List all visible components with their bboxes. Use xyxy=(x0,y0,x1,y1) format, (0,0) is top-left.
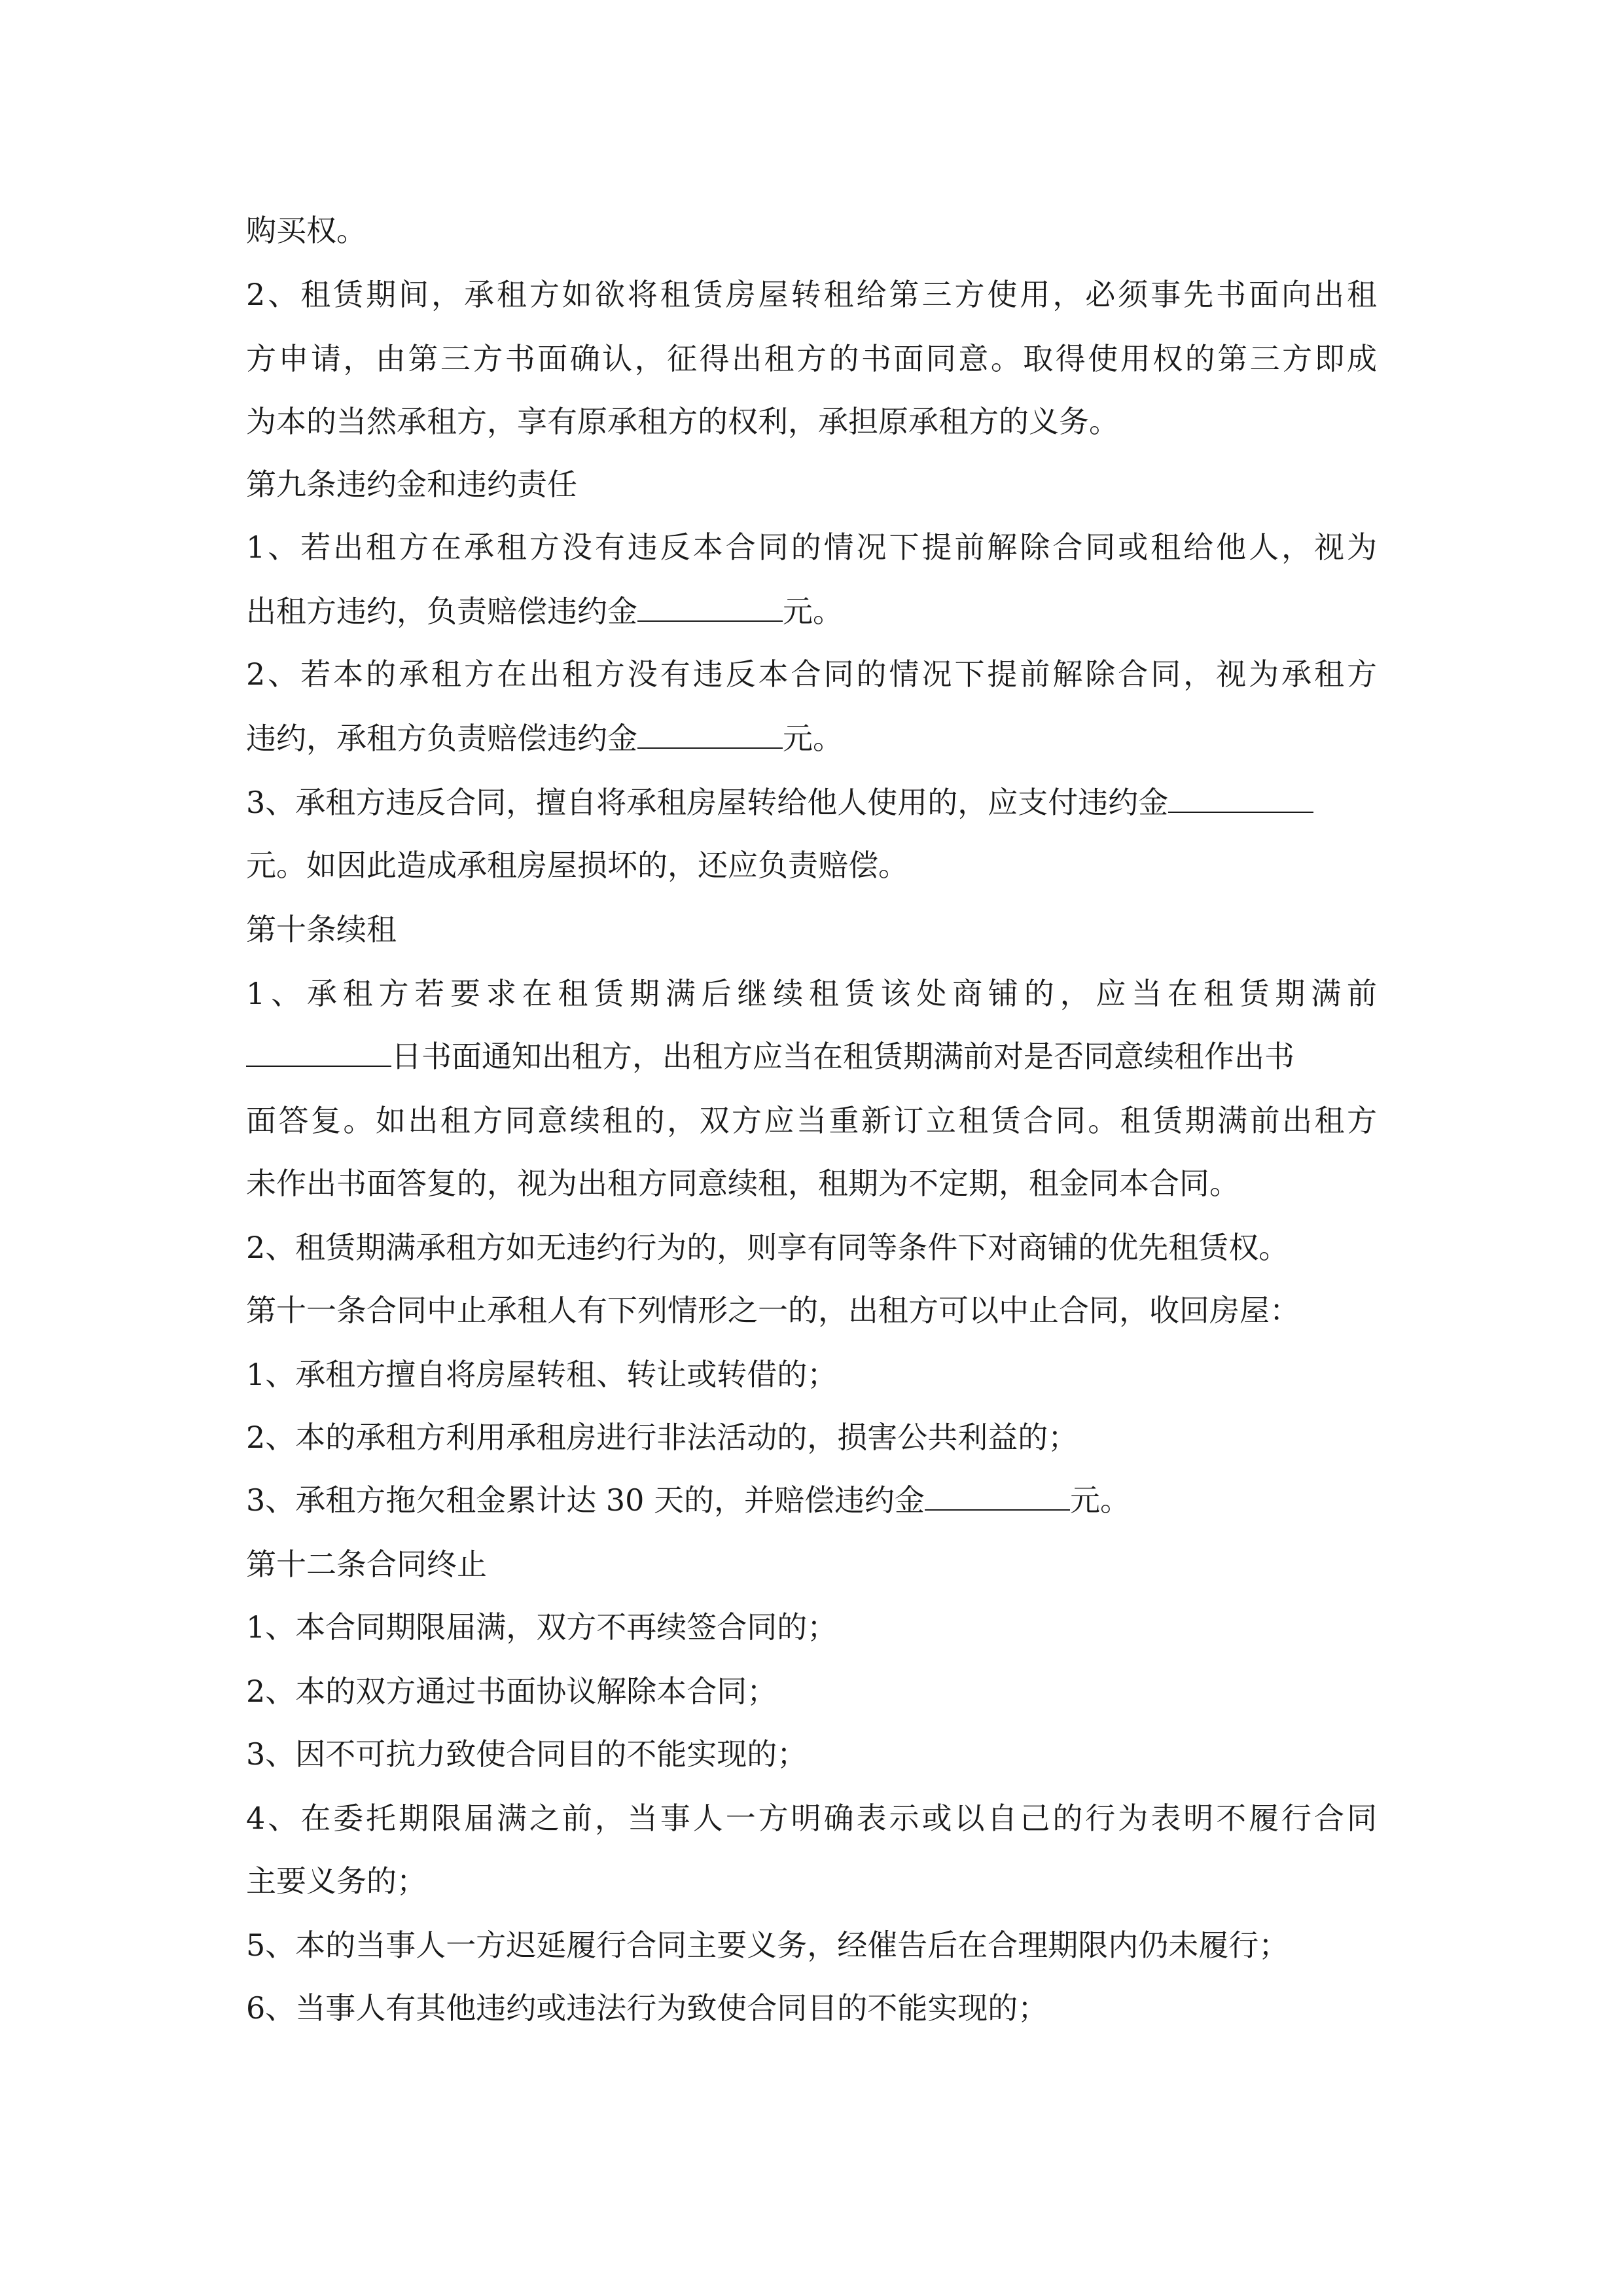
text-line xyxy=(246,1221,1289,1274)
line-text: 购买权。 xyxy=(246,213,366,248)
text-line xyxy=(246,204,366,257)
line-text: 方申请，由第三方书面确认，征得出租方的书面同意。取得使用权的第三方即成 xyxy=(246,341,1377,376)
line-text: 主要义务的； xyxy=(246,1863,427,1899)
text-line xyxy=(246,1411,1078,1463)
text-line xyxy=(246,1855,427,1907)
line-text-after-blank: 元。 xyxy=(783,594,843,629)
line-text: 元。如因此造成承租房屋损坏的，还应负责赔偿。 xyxy=(246,848,908,883)
text-line xyxy=(246,332,1377,385)
text-line xyxy=(246,1665,777,1717)
line-text: 第十条续租 xyxy=(246,912,397,947)
text-line xyxy=(246,1094,1377,1147)
line-text: 第十一条合同中止承租人有下列情形之一的，出租方可以中止合同，收回房屋： xyxy=(246,1293,1300,1328)
text-line xyxy=(246,1474,1130,1526)
line-text: 5、本的当事人一方迟延履行合同主要义务，经催告后在合理期限内仍未履行； xyxy=(246,1928,1289,1963)
text-line xyxy=(246,1728,807,1780)
line-text: 3、承租方违反合同，擅自将承租房屋转给他人使用的，应支付违约金 xyxy=(246,785,1169,820)
section-heading xyxy=(246,1538,487,1590)
line-text: 2、租赁期满承租方如无违约行为的，则享有同等条件下对商铺的优先租赁权。 xyxy=(246,1230,1289,1265)
line-text: 3、因不可抗力致使合同目的不能实现的； xyxy=(246,1736,808,1772)
line-text: 2、若本的承租方在出租方没有违反本合同的情况下提前解除合同，视为承租方 xyxy=(246,656,1377,692)
fill-in-blank xyxy=(1168,783,1313,813)
line-text: 1、承租方若要求在租赁期满后继续租赁该处商铺的，应当在租赁期满前 xyxy=(246,976,1377,1011)
text-line xyxy=(246,1982,1048,2034)
line-text: 出租方违约，负责赔偿违约金 xyxy=(246,594,637,629)
line-text-after-blank: 日书面通知出租方，出租方应当在租赁期满前对是否同意续租作出书 xyxy=(391,1039,1294,1074)
line-text-after-blank: 元。 xyxy=(1070,1482,1131,1518)
line-text: 1、承租方擅自将房屋转租、转让或转借的； xyxy=(246,1357,838,1392)
line-text: 1、本合同期限届满，双方不再续签合同的； xyxy=(246,1609,838,1645)
line-text: 违约，承租方负责赔偿违约金 xyxy=(246,721,637,756)
section-heading xyxy=(246,1284,1300,1336)
text-line xyxy=(246,395,1119,448)
line-text: 3、承租方拖欠租金累计达 30 天的，并赔偿违约金 xyxy=(246,1482,925,1518)
text-line xyxy=(246,1601,837,1653)
line-text: 未作出书面答复的，视为出租方同意续租，租期为不定期，租金同本合同。 xyxy=(246,1166,1240,1201)
fill-in-blank xyxy=(637,592,783,622)
fill-in-blank xyxy=(637,719,783,749)
text-line xyxy=(246,1792,1377,1844)
line-text: 2、租赁期间，承租方如欲将租赁房屋转租给第三方使用，必须事先书面向出租 xyxy=(246,277,1377,312)
line-text: 2、本的承租方利用承租房进行非法活动的，损害公共利益的； xyxy=(246,1420,1079,1455)
section-heading xyxy=(246,903,397,956)
fill-in-blank xyxy=(246,1037,391,1067)
line-text: 1、若出租方在承租方没有违反本合同的情况下提前解除合同或租给他人，视为 xyxy=(246,529,1377,565)
fill-in-blank xyxy=(925,1480,1070,1511)
text-line xyxy=(246,839,908,891)
line-text: 2、本的双方通过书面协议解除本合同； xyxy=(246,1674,777,1709)
text-line xyxy=(246,585,843,637)
text-line xyxy=(246,967,1377,1020)
section-heading xyxy=(246,458,577,511)
text-line xyxy=(246,1348,837,1401)
line-text: 6、当事人有其他违约或违法行为致使合同目的不能实现的； xyxy=(246,1990,1048,2026)
line-text: 4、在委托期限届满之前，当事人一方明确表示或以自己的行为表明不履行合同 xyxy=(246,1801,1377,1836)
text-line xyxy=(246,712,843,764)
line-text-after-blank: 元。 xyxy=(783,721,843,756)
line-text: 面答复。如出租方同意续租的，双方应当重新订立租赁合同。租赁期满前出租方 xyxy=(246,1103,1377,1138)
text-line xyxy=(246,1157,1240,1210)
text-line xyxy=(246,776,1313,829)
text-line xyxy=(246,1919,1289,1971)
line-text: 第九条违约金和违约责任 xyxy=(246,467,577,502)
text-line xyxy=(246,1030,1294,1083)
line-text: 第十二条合同终止 xyxy=(246,1547,487,1582)
line-text: 为本的当然承租方，享有原承租方的权利，承担原承租方的义务。 xyxy=(246,404,1119,439)
text-line xyxy=(246,521,1377,573)
text-line xyxy=(246,648,1377,700)
text-line xyxy=(246,268,1377,321)
